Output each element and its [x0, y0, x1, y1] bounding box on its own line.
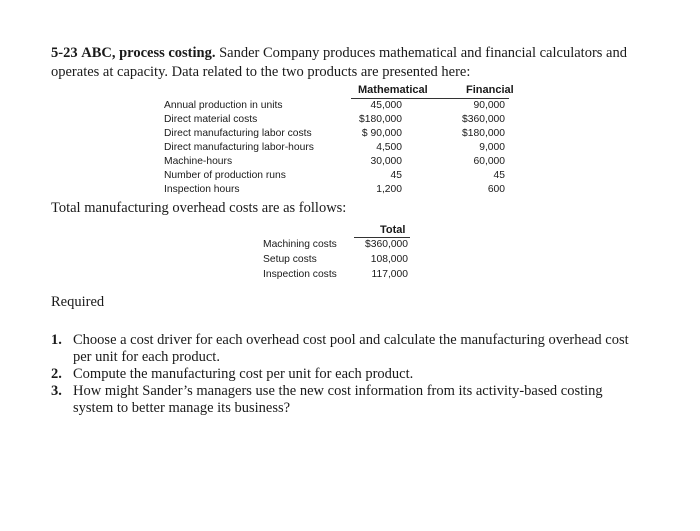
- financial-value: 90,000: [473, 100, 505, 111]
- question-number: 1.: [51, 332, 62, 348]
- overhead-label: Machining costs: [263, 239, 337, 250]
- question-item: [51, 366, 641, 383]
- overhead-value: 117,000: [371, 269, 408, 280]
- table-row: [164, 156, 512, 170]
- mathematical-value: 45,000: [370, 100, 402, 111]
- problem-intro-text: Sander Company produces mathematical and financial calculators and operates at capacity. Data related to the two products are presented here:: [51, 45, 627, 80]
- overhead-value: 108,000: [370, 254, 408, 265]
- financial-value: 9,000: [479, 142, 505, 153]
- problem-number: 5-23: [51, 45, 78, 61]
- overhead-label: Inspection costs: [263, 269, 337, 280]
- financial-value: $360,000: [462, 114, 505, 125]
- overhead-row: [263, 239, 408, 254]
- table-row: [164, 184, 512, 198]
- overhead-row: [263, 254, 408, 269]
- question-list: [51, 332, 641, 417]
- question-number: 2.: [51, 366, 62, 382]
- financial-value: 60,000: [473, 156, 505, 167]
- financial-value: 600: [487, 184, 505, 195]
- row-label: Inspection hours: [164, 184, 240, 195]
- question-number: 3.: [51, 383, 62, 399]
- overhead-label: Setup costs: [263, 254, 317, 265]
- overhead-intro: Total manufacturing overhead costs are as follows:: [51, 200, 347, 216]
- table-row: [164, 142, 512, 156]
- table-header-rule: [351, 98, 509, 99]
- question-text: How might Sander’s managers use the new cost information from its activity-based costing system to better manage its business?: [73, 383, 603, 416]
- question-item: [51, 383, 641, 417]
- row-label: Machine-hours: [164, 156, 233, 167]
- mathematical-value: $180,000: [359, 114, 402, 125]
- row-label: Annual production in units: [164, 100, 283, 111]
- row-label: Direct material costs: [164, 114, 258, 125]
- problem-intro: [51, 44, 641, 82]
- question-item: [51, 332, 641, 366]
- question-text: Compute the manufacturing cost per unit for each product.: [73, 366, 414, 382]
- question-text: Choose a cost driver for each overhead cost pool and calculate the manufacturing overhead cost per unit for each product.: [73, 332, 629, 365]
- required-heading: Required: [51, 294, 105, 310]
- financial-value: 45: [493, 170, 505, 181]
- row-label: Direct manufacturing labor costs: [164, 128, 312, 139]
- header-mathematical: Mathematical: [358, 84, 428, 96]
- problem-title: ABC, process costing.: [81, 45, 216, 61]
- overhead-row: [263, 269, 408, 284]
- table-row: [164, 114, 512, 128]
- table-row: [164, 170, 512, 184]
- mathematical-value: 4,500: [376, 142, 402, 153]
- header-financial: Financial: [466, 84, 514, 96]
- mathematical-value: 30,000: [370, 156, 402, 167]
- row-label: Direct manufacturing labor-hours: [164, 142, 314, 153]
- overhead-header-total: Total: [380, 224, 406, 236]
- table-row: [164, 128, 512, 142]
- overhead-value: $360,000: [365, 239, 408, 250]
- mathematical-value: 45: [390, 170, 402, 181]
- table-row: [164, 100, 512, 114]
- financial-value: $180,000: [462, 128, 505, 139]
- overhead-header-rule: [354, 237, 410, 238]
- mathematical-value: 1,200: [376, 184, 402, 195]
- mathematical-value: $ 90,000: [361, 128, 402, 139]
- row-label: Number of production runs: [164, 170, 286, 181]
